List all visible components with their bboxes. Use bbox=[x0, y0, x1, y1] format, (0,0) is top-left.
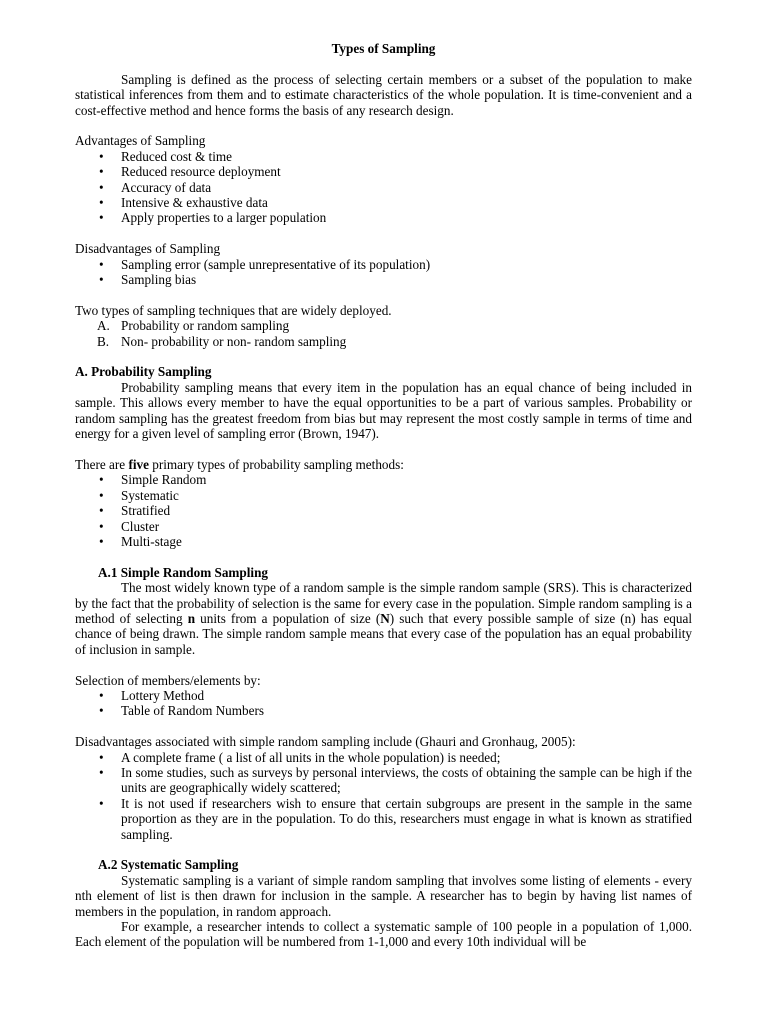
bullet-icon: • bbox=[99, 533, 104, 549]
list-item: • Accuracy of data bbox=[99, 179, 212, 195]
bullet-icon: • bbox=[99, 749, 104, 765]
srs-disadvantages-list bbox=[75, 750, 692, 842]
simple-random-paragraph: The most widely known type of a random sample is the simple random sample (SRS). This is characterized by the fact that the probability of selection is the same for every case in the population. Simple random sampling is a method of selecting n units from a population of size (N) such that every possible sample of size (n) has equal chance of being drawn. The simple random sample means that every case of the population has an equal probability of inclusion in sample. bbox=[75, 580, 693, 657]
list-item: • Apply properties to a larger population bbox=[99, 210, 327, 226]
bullet-icon: • bbox=[99, 503, 104, 519]
bullet-icon: • bbox=[99, 210, 104, 226]
bullet-icon: • bbox=[99, 164, 104, 180]
systematic-paragraph-1: Systematic sampling is a variant of simple random sampling that involves some listing of elements - every nth element of list is then drawn for inclusion in the sample. A researcher has to begin by having list names of members in the population, in random approach. bbox=[75, 872, 692, 919]
probability-types-list bbox=[75, 472, 692, 549]
disadvantages-heading: Disadvantages of Sampling bbox=[75, 241, 221, 257]
list-item: A. Probability or random sampling bbox=[97, 318, 290, 334]
list-item: • Sampling bias bbox=[99, 272, 197, 288]
list-item: • Reduced resource deployment bbox=[99, 164, 281, 180]
list-item: • Stratified bbox=[99, 503, 171, 519]
srs-disadvantages-heading: Disadvantages associated with simple random sampling include (Ghauri and Gronhaug, 2005): bbox=[75, 734, 576, 750]
bullet-icon: • bbox=[99, 195, 104, 211]
bullet-icon: • bbox=[99, 487, 104, 503]
systematic-heading: A.2 Systematic Sampling bbox=[98, 857, 239, 873]
list-item: • Simple Random bbox=[99, 472, 207, 488]
bullet-icon: • bbox=[99, 687, 104, 703]
list-item: • Multi-stage bbox=[99, 533, 182, 549]
techniques-intro: Two types of sampling techniques that are widely deployed. bbox=[75, 302, 392, 318]
list-item: • In some studies, such as surveys by personal interviews, the costs of obtaining the sample can be high if the units are geographically widely scattered; bbox=[99, 764, 692, 796]
advantages-heading: Advantages of Sampling bbox=[75, 133, 206, 149]
list-item: • Table of Random Numbers bbox=[99, 703, 265, 719]
bullet-icon: • bbox=[99, 256, 104, 272]
selection-heading: Selection of members/elements by: bbox=[75, 672, 261, 688]
document-page bbox=[75, 41, 692, 950]
list-item: • Sampling error (sample unrepresentative of its population) bbox=[99, 256, 431, 272]
probability-types-intro: There are five primary types of probability sampling methods: bbox=[75, 456, 404, 472]
bullet-icon: • bbox=[99, 795, 104, 811]
disadvantages-list bbox=[75, 257, 692, 288]
list-item: B. Non- probability or non- random sampling bbox=[97, 333, 347, 349]
probability-heading: A. Probability Sampling bbox=[75, 364, 212, 380]
probability-paragraph: Probability sampling means that every item in the population has an equal chance of being included in sample. This allows every member to have the equal opportunities to be a part of various samples. Probability or random sampling has the greatest freedom from bias but may represent the most costly sample in terms of time and energy for a given level of sampling error (Brown, 1947). bbox=[75, 379, 692, 442]
techniques-list bbox=[75, 318, 692, 349]
list-item: • Systematic bbox=[99, 487, 179, 503]
advantages-list bbox=[75, 149, 692, 226]
list-item: • A complete frame ( a list of all units in the whole population) is needed; bbox=[99, 749, 501, 765]
selection-list bbox=[75, 688, 692, 719]
list-item: • Lottery Method bbox=[99, 687, 205, 703]
bullet-icon: • bbox=[99, 179, 104, 195]
bullet-icon: • bbox=[99, 272, 104, 288]
bullet-icon: • bbox=[99, 148, 104, 164]
simple-random-heading: A.1 Simple Random Sampling bbox=[98, 564, 269, 580]
systematic-paragraph-2: For example, a researcher intends to collect a systematic sample of 100 people in a population of 1,000. Each element of the population will be numbered from 1-1,000 and every 10th individual will be bbox=[75, 919, 692, 950]
document-title: Types of Sampling bbox=[331, 41, 436, 56]
list-item: • Intensive & exhaustive data bbox=[99, 195, 268, 211]
bullet-icon: • bbox=[99, 764, 104, 780]
list-item: • Reduced cost & time bbox=[99, 148, 232, 164]
bullet-icon: • bbox=[99, 703, 104, 719]
bullet-icon: • bbox=[99, 518, 104, 534]
list-item: • It is not used if researchers wish to ensure that certain subgroups are present in the sample in the same proportion as they are in the population. To do this, researchers must engage in what is known as stratified sampling. bbox=[99, 795, 692, 842]
bullet-icon: • bbox=[99, 472, 104, 488]
list-item: • Cluster bbox=[99, 518, 160, 534]
intro-paragraph: Sampling is defined as the process of selecting certain members or a subset of the population to make statistical inferences from them and to estimate characteristics of the whole population. It is time-convenient and a cost-effective method and hence forms the basis of any research design. bbox=[75, 71, 692, 118]
